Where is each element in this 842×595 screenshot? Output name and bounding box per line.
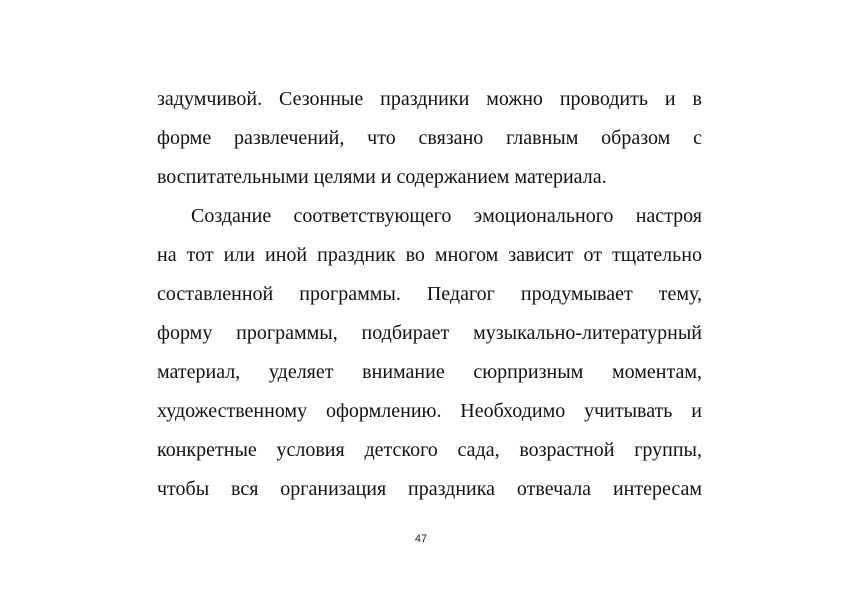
- text-line: материал, уделяет внимание сюрпризным моментам,: [157, 361, 702, 383]
- page-number: 47: [414, 533, 428, 545]
- body-text: [157, 84, 702, 513]
- text-line: форму программы, подбирает музыкально-литературный: [157, 322, 702, 344]
- text-line: задумчивой. Сезонные праздники можно проводить и в: [157, 88, 702, 110]
- text-line: художественному оформлению. Необходимо учитывать и: [157, 400, 702, 422]
- text-line: конкретные условия детского сада, возрастной группы,: [157, 439, 702, 461]
- text-line: составленной программы. Педагог продумывает тему,: [157, 283, 702, 305]
- text-line: форме развлечений, что связано главным образом с: [157, 127, 702, 149]
- text-line: воспитательными целями и содержанием материала.: [157, 166, 607, 188]
- text-line: чтобы вся организация праздника отвечала интересам: [157, 478, 702, 500]
- text-line: на тот или иной праздник во многом зависит от тщательно: [157, 244, 702, 266]
- text-line: Создание соответствующего эмоционального настроя: [191, 205, 702, 227]
